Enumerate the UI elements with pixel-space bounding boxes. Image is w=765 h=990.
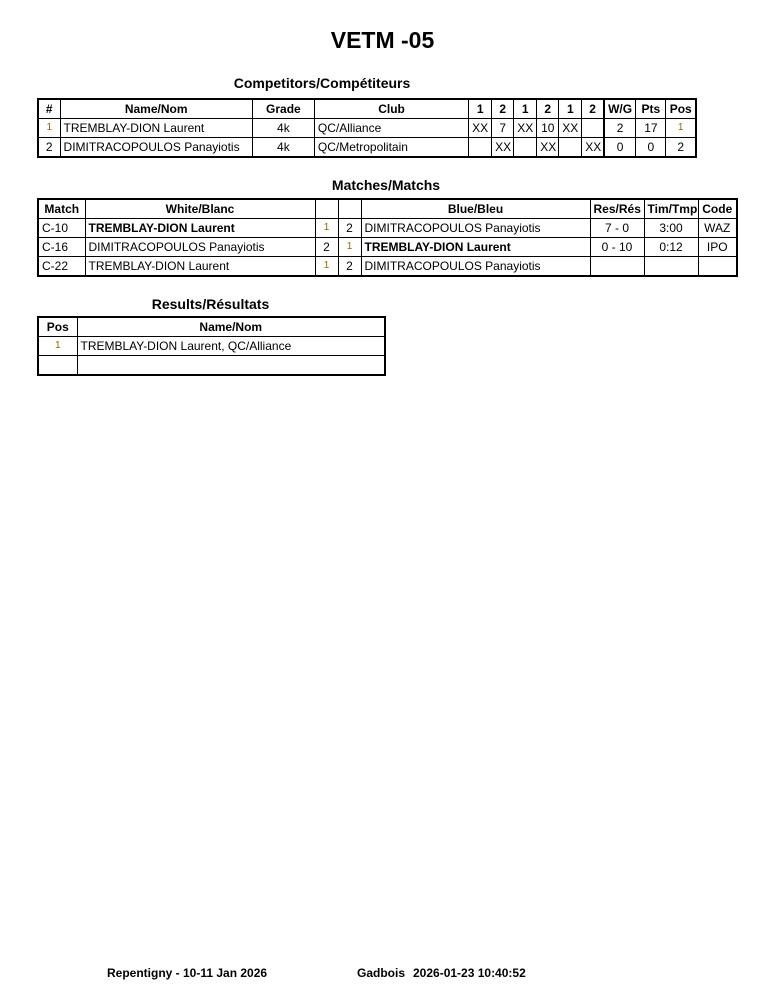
result-pos <box>38 356 77 376</box>
match-id: C-22 <box>38 257 85 277</box>
match-id: C-10 <box>38 219 85 238</box>
competitor-row <box>38 138 696 158</box>
competitor-wg: 2 <box>604 119 636 138</box>
col-match: Match <box>38 199 85 219</box>
white-player: TREMBLAY-DION Laurent <box>85 219 315 238</box>
round-score <box>514 138 537 158</box>
match-result: 7 - 0 <box>590 219 644 238</box>
round-score: XX <box>492 138 514 158</box>
blue-num: 2 <box>338 219 361 238</box>
page-title: VETM -05 <box>330 27 435 53</box>
col-code: Code <box>698 199 737 219</box>
match-result: 0 - 10 <box>590 238 644 257</box>
competitors-heading: Competitors/Compétiteurs <box>233 75 411 91</box>
competitor-num: 1 <box>38 119 60 138</box>
col-blue: Blue/Bleu <box>361 199 590 219</box>
round-score <box>559 138 582 158</box>
competitor-name: TREMBLAY-DION Laurent <box>60 119 252 138</box>
col-white: White/Blanc <box>85 199 315 219</box>
results-header-row <box>38 317 385 337</box>
match-code <box>698 257 737 277</box>
white-num: 1 <box>315 257 338 277</box>
col-round: 1 <box>559 99 582 119</box>
col-white-num <box>315 199 338 219</box>
col-result: Res/Rés <box>590 199 644 219</box>
footer-author: Gadbois <box>357 966 406 980</box>
blue-num: 2 <box>338 257 361 277</box>
round-score <box>582 119 604 138</box>
round-score: XX <box>559 119 582 138</box>
results-table <box>37 316 386 376</box>
match-result <box>590 257 644 277</box>
footer-timestamp: 2026-01-23 10:40:52 <box>413 966 526 980</box>
competitor-club: QC/Alliance <box>314 119 468 138</box>
competitor-pts: 17 <box>636 119 666 138</box>
competitor-pos: 2 <box>666 138 696 158</box>
match-row <box>38 257 737 277</box>
matches-table <box>37 198 738 277</box>
white-player: DIMITRACOPOULOS Panayiotis <box>85 238 315 257</box>
col-grade: Grade <box>252 99 314 119</box>
footer-event: Repentigny - 10-11 Jan 2026 <box>107 966 268 980</box>
results-heading: Results/Résultats <box>151 296 270 312</box>
col-num: # <box>38 99 60 119</box>
match-code: WAZ <box>698 219 737 238</box>
col-time: Tim/Tmp <box>644 199 698 219</box>
blue-player: TREMBLAY-DION Laurent <box>361 238 590 257</box>
match-row <box>38 219 737 238</box>
match-row <box>38 238 737 257</box>
round-score: XX <box>537 138 559 158</box>
col-round: 1 <box>514 99 537 119</box>
white-num: 2 <box>315 238 338 257</box>
round-score: XX <box>514 119 537 138</box>
col-name: Name/Nom <box>77 317 385 337</box>
blue-player: DIMITRACOPOULOS Panayiotis <box>361 257 590 277</box>
result-row <box>38 337 385 356</box>
col-club: Club <box>314 99 468 119</box>
competitors-table <box>37 98 697 158</box>
competitor-club: QC/Metropolitain <box>314 138 468 158</box>
match-time: 0:12 <box>644 238 698 257</box>
competitor-pos: 1 <box>666 119 696 138</box>
col-wg: W/G <box>604 99 636 119</box>
col-round: 2 <box>537 99 559 119</box>
col-round: 1 <box>469 99 492 119</box>
match-time: 3:00 <box>644 219 698 238</box>
col-name: Name/Nom <box>60 99 252 119</box>
result-name: TREMBLAY-DION Laurent, QC/Alliance <box>77 337 385 356</box>
col-pos: Pos <box>38 317 77 337</box>
result-pos: 1 <box>38 337 77 356</box>
blue-num: 1 <box>338 238 361 257</box>
matches-header-row <box>38 199 737 219</box>
round-score: 10 <box>537 119 559 138</box>
result-row <box>38 356 385 376</box>
col-pos: Pos <box>666 99 696 119</box>
matches-heading: Matches/Matchs <box>331 177 441 193</box>
white-player: TREMBLAY-DION Laurent <box>85 257 315 277</box>
competitor-pts: 0 <box>636 138 666 158</box>
competitor-wg: 0 <box>604 138 636 158</box>
col-blue-num <box>338 199 361 219</box>
col-pts: Pts <box>636 99 666 119</box>
col-round: 2 <box>582 99 604 119</box>
round-score: 7 <box>492 119 514 138</box>
competitor-row <box>38 119 696 138</box>
competitor-grade: 4k <box>252 119 314 138</box>
blue-player: DIMITRACOPOULOS Panayiotis <box>361 219 590 238</box>
round-score <box>469 138 492 158</box>
competitor-grade: 4k <box>252 138 314 158</box>
competitor-name: DIMITRACOPOULOS Panayiotis <box>60 138 252 158</box>
match-id: C-16 <box>38 238 85 257</box>
round-score: XX <box>469 119 492 138</box>
col-round: 2 <box>492 99 514 119</box>
result-name <box>77 356 385 376</box>
match-code: IPO <box>698 238 737 257</box>
competitor-num: 2 <box>38 138 60 158</box>
round-score: XX <box>582 138 604 158</box>
white-num: 1 <box>315 219 338 238</box>
competitors-header-row <box>38 99 696 119</box>
match-time <box>644 257 698 277</box>
